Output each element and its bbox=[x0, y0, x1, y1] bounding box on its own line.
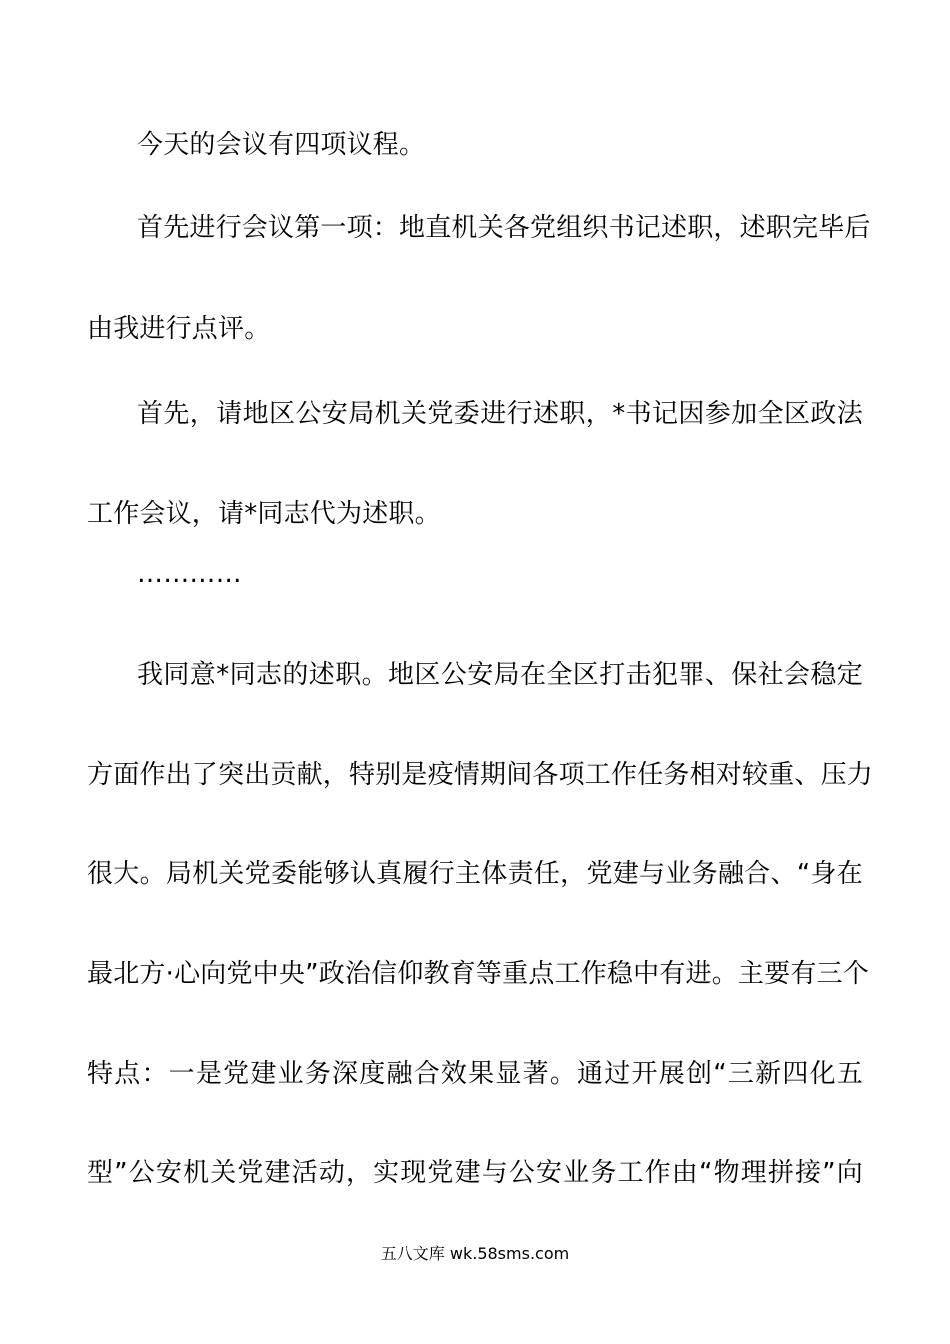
text-line: 今天的会议有四项议程。 bbox=[137, 130, 426, 160]
text-line: 我同意*同志的述职。地区公安局在全区打击犯罪、保社会稳定 bbox=[137, 660, 863, 690]
footer-watermark: 五八文库 wk.58sms.com bbox=[380, 1244, 570, 1263]
ellipsis-line: ………… bbox=[137, 559, 242, 589]
text-line: 首先进行会议第一项：地直机关各党组织书记述职，述职完毕后 bbox=[137, 213, 871, 243]
text-line: 型”公安机关党建活动，实现党建与公安业务工作由“物理拼接”向 bbox=[87, 1158, 863, 1188]
text-line: 工作会议，请*同志代为述职。 bbox=[87, 499, 441, 529]
text-line: 首先，请地区公安局机关党委进行述职，*书记因参加全区政法 bbox=[137, 399, 863, 429]
text-line: 最北方·心向党中央”政治信仰教育等重点工作稳中有进。主要有三个 bbox=[87, 959, 869, 989]
text-line: 方面作出了突出贡献，特别是疫情期间各项工作任务相对较重、压力 bbox=[87, 760, 874, 790]
text-line: 由我进行点评。 bbox=[87, 314, 271, 344]
text-line: 很大。局机关党委能够认真履行主体责任，党建与业务融合、“身在 bbox=[87, 859, 863, 889]
text-line: 特点：一是党建业务深度融合效果显著。通过开展创“三新四化五 bbox=[87, 1059, 863, 1089]
